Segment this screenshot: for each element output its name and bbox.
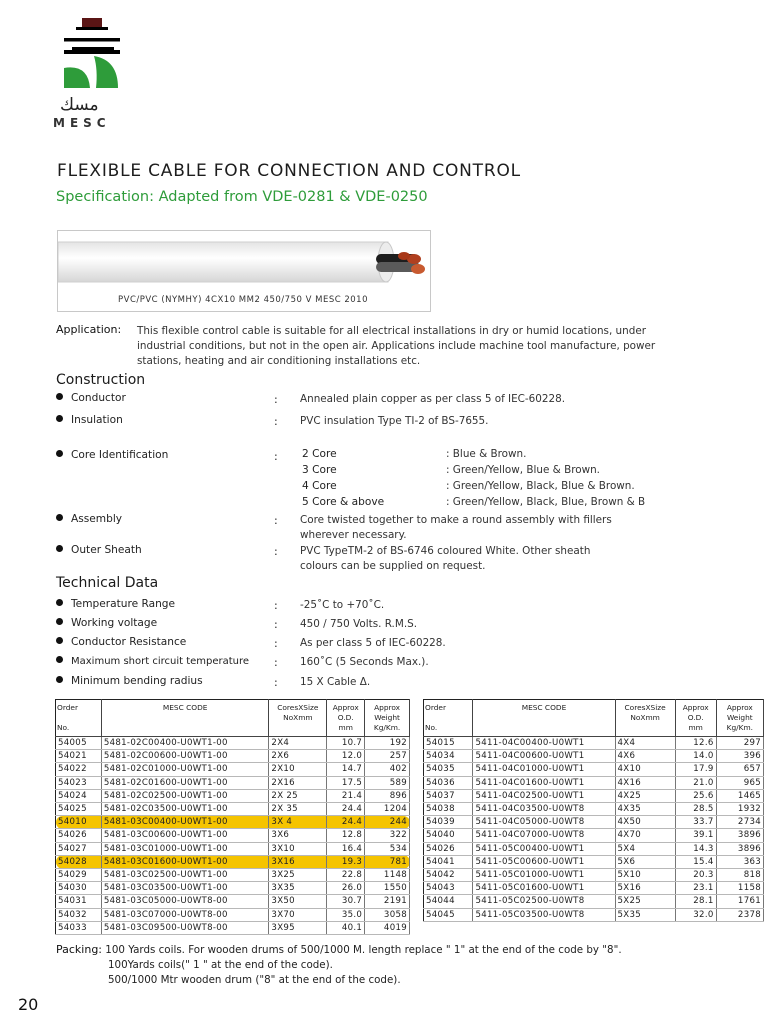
tech-item (56, 617, 157, 629)
od-cell: 40.1 (327, 921, 365, 934)
mesc-code-cell: 5411-04C01600-U0WT1 (473, 776, 615, 789)
od-cell: 12.0 (327, 750, 365, 763)
insulation-row (56, 414, 123, 426)
application-text: This flexible control cable is suitable for all electrical installations in dry or humid locations, under industrial conditions, but not in the open air. Applications include machine tool manufacture, power stations, heating and air conditioning installations etc. (137, 325, 656, 367)
tech-item-value: 450 / 750 Volts. R.M.S. (300, 618, 418, 630)
mesc-code-cell: 5411-04C07000-U0WT8 (473, 829, 615, 842)
weight-cell: 297 (716, 737, 763, 750)
table-row (56, 842, 410, 855)
cores-size-cell: 4X25 (615, 789, 675, 802)
weight-cell: 192 (365, 737, 410, 750)
bullet-icon (56, 618, 63, 625)
bullet-icon (56, 415, 63, 422)
od-cell: 10.7 (327, 737, 365, 750)
mesc-code-cell: 5481-03C05000-U0WT8-00 (101, 895, 269, 908)
col-od-header: Approx O.D. mm (675, 700, 716, 737)
weight-cell: 1204 (365, 803, 410, 816)
weight-cell: 396 (716, 750, 763, 763)
cores-size-cell: 4X6 (615, 750, 675, 763)
mesc-code-cell: 5481-03C01600-U0WT1-00 (101, 855, 269, 868)
cores-size-cell: 3X50 (269, 895, 327, 908)
order-no-cell: 54044 (424, 895, 473, 908)
col-mesc-code-header: MESC CODE (101, 700, 269, 737)
cores-size-cell: 5X16 (615, 882, 675, 895)
col-weight-header: Approx Weight Kg/Km. (365, 700, 410, 737)
mesc-code-cell: 5481-02C01000-U0WT1-00 (101, 763, 269, 776)
od-cell: 17.9 (675, 763, 716, 776)
order-no-cell: 54040 (424, 829, 473, 842)
weight-cell: 3896 (716, 842, 763, 855)
cores-size-cell: 4X50 (615, 816, 675, 829)
cores-size-cell: 4X16 (615, 776, 675, 789)
outer-sheath-value: PVC TypeTM-2 of BS-6746 coloured White. Other sheath colours can be supplied on request. (300, 545, 591, 572)
od-cell: 26.0 (327, 882, 365, 895)
assembly-row (56, 513, 122, 525)
table-row (56, 737, 410, 750)
table-row (424, 789, 764, 802)
table-row (424, 763, 764, 776)
colon: : (274, 450, 278, 463)
mesc-code-cell: 5481-02C00400-U0WT1-00 (101, 737, 269, 750)
colon: : (274, 656, 278, 669)
order-no-cell: 54029 (56, 869, 102, 882)
order-no-cell: 54038 (424, 803, 473, 816)
conductor-row (56, 392, 126, 404)
tech-item-label: Working voltage (71, 617, 158, 629)
cores-size-cell: 2X6 (269, 750, 327, 763)
cores-size-cell: 5X6 (615, 855, 675, 868)
weight-cell: 818 (716, 869, 763, 882)
weight-cell: 1761 (716, 895, 763, 908)
order-no-cell: 54033 (56, 921, 102, 934)
table-body (424, 737, 764, 922)
core-count: 4 Core (302, 480, 337, 492)
order-no-cell: 54027 (56, 842, 102, 855)
mesc-code-cell: 5481-03C01000-U0WT1-00 (101, 842, 269, 855)
mesc-code-cell: 5411-04C02500-U0WT1 (473, 789, 615, 802)
colon: : (274, 415, 278, 428)
od-cell: 19.3 (327, 855, 365, 868)
table-row (424, 803, 764, 816)
cores-size-cell: 2X4 (269, 737, 327, 750)
bullet-icon (56, 450, 63, 457)
table-row (56, 750, 410, 763)
table-row (56, 895, 410, 908)
bullet-icon (56, 393, 63, 400)
table-row (424, 869, 764, 882)
od-cell: 17.5 (327, 776, 365, 789)
cores-size-cell: 5X35 (615, 908, 675, 921)
order-no-cell: 54032 (56, 908, 102, 921)
core-count: 3 Core (302, 464, 337, 476)
weight-cell: 257 (365, 750, 410, 763)
cable-table-right (423, 699, 764, 922)
weight-cell: 657 (716, 763, 763, 776)
weight-cell: 2378 (716, 908, 763, 921)
table-row (424, 816, 764, 829)
packing-line: 100 Yards coils. For wooden drums of 500/1000 M. length replace " 1" at the end of the code by "8". (105, 944, 622, 956)
od-cell: 33.7 (675, 816, 716, 829)
od-cell: 14.7 (327, 763, 365, 776)
cable-illustration (58, 232, 428, 292)
order-no-cell: 54042 (424, 869, 473, 882)
tech-item-label: Maximum short circuit temperature (71, 656, 250, 667)
od-cell: 24.4 (327, 803, 365, 816)
od-cell: 21.4 (327, 789, 365, 802)
tech-item (56, 675, 203, 687)
col-order-header: Order No. (424, 700, 473, 737)
bullet-icon (56, 676, 63, 683)
order-no-cell: 54023 (56, 776, 102, 789)
cores-size-cell: 3X95 (269, 921, 327, 934)
tech-item (56, 598, 175, 610)
colon: : (274, 618, 278, 631)
table-header-row (56, 700, 410, 737)
conductor-label: Conductor (71, 392, 126, 404)
bullet-icon (56, 637, 63, 644)
order-no-cell: 54037 (424, 789, 473, 802)
table-row (56, 763, 410, 776)
order-no-cell: 54024 (56, 789, 102, 802)
mesc-code-cell: 5481-02C01600-U0WT1-00 (101, 776, 269, 789)
cores-size-cell: 4X35 (615, 803, 675, 816)
col-weight-header: Approx Weight Kg/Km. (716, 700, 763, 737)
mesc-code-cell: 5411-04C00600-U0WT1 (473, 750, 615, 763)
cores-size-cell: 3X10 (269, 842, 327, 855)
cores-size-cell: 2X16 (269, 776, 327, 789)
mesc-code-cell: 5411-05C01000-U0WT1 (473, 869, 615, 882)
colon: : (274, 637, 278, 650)
table-body (56, 737, 410, 935)
od-cell: 28.5 (675, 803, 716, 816)
col-order-header: Order No. (56, 700, 102, 737)
mesc-code-cell: 5411-04C03500-U0WT8 (473, 803, 615, 816)
cores-size-cell: 3X25 (269, 869, 327, 882)
tech-item-value: 15 X Cable Δ. (300, 676, 371, 688)
tech-item-value: -25˚C to +70˚C. (300, 599, 385, 611)
mesc-code-cell: 5411-05C00400-U0WT1 (473, 842, 615, 855)
order-no-cell: 54031 (56, 895, 102, 908)
weight-cell: 1550 (365, 882, 410, 895)
mesc-code-cell: 5481-03C03500-U0WT1-00 (101, 882, 269, 895)
cores-size-cell: 5X4 (615, 842, 675, 855)
core-colours: : Green/Yellow, Blue & Brown. (446, 464, 600, 476)
order-no-cell: 54035 (424, 763, 473, 776)
mesc-code-cell: 5411-05C00600-U0WT1 (473, 855, 615, 868)
order-no-cell: 54041 (424, 855, 473, 868)
mesc-code-cell: 5411-04C05000-U0WT8 (473, 816, 615, 829)
cores-size-cell: 5X25 (615, 895, 675, 908)
weight-cell: 534 (365, 842, 410, 855)
od-cell: 30.7 (327, 895, 365, 908)
mesc-code-cell: 5411-04C00400-U0WT1 (473, 737, 615, 750)
weight-cell: 363 (716, 855, 763, 868)
col-size-header: CoresXSize NoXmm (615, 700, 675, 737)
mesc-code-cell: 5481-03C00400-U0WT1-00 (101, 816, 269, 829)
tech-item (56, 636, 186, 648)
order-no-cell: 54022 (56, 763, 102, 776)
bullet-icon (56, 599, 63, 606)
assembly-label: Assembly (71, 513, 123, 525)
table-row (424, 737, 764, 750)
od-cell: 20.3 (675, 869, 716, 882)
od-cell: 14.0 (675, 750, 716, 763)
weight-cell: 781 (365, 855, 410, 868)
od-cell: 22.8 (327, 869, 365, 882)
mesc-code-cell: 5481-03C07000-U0WT8-00 (101, 908, 269, 921)
od-cell: 24.4 (327, 816, 365, 829)
mesc-code-cell: 5481-03C09500-U0WT8-00 (101, 921, 269, 934)
bullet-icon (56, 545, 63, 552)
mesc-code-cell: 5411-04C01000-U0WT1 (473, 763, 615, 776)
order-no-cell: 54043 (424, 882, 473, 895)
weight-cell: 1158 (716, 882, 763, 895)
cores-size-cell: 3X35 (269, 882, 327, 895)
weight-cell: 589 (365, 776, 410, 789)
colon: : (274, 676, 278, 689)
application-label: Application: (56, 323, 122, 336)
weight-cell: 1148 (365, 869, 410, 882)
table-row (56, 776, 410, 789)
page-title: FLEXIBLE CABLE FOR CONNECTION AND CONTROL (57, 161, 521, 181)
logo-arabic-text: مسك (60, 95, 99, 115)
weight-cell: 896 (365, 789, 410, 802)
logo-english-text: MESC (53, 116, 111, 130)
col-mesc-code-header: MESC CODE (473, 700, 615, 737)
weight-cell: 965 (716, 776, 763, 789)
bullet-icon (56, 656, 63, 663)
weight-cell: 4019 (365, 921, 410, 934)
weight-cell: 244 (365, 816, 410, 829)
cable-marking-caption: PVC/PVC (NYMHY) 4CX10 MM2 450/750 V MESC 2010 (118, 295, 368, 305)
packing-note (56, 942, 622, 988)
weight-cell: 402 (365, 763, 410, 776)
weight-cell: 1465 (716, 789, 763, 802)
cores-size-cell: 5X10 (615, 869, 675, 882)
order-no-cell: 54026 (56, 829, 102, 842)
mesc-code-cell: 5411-05C03500-U0WT8 (473, 908, 615, 921)
table-row (56, 855, 410, 868)
weight-cell: 3896 (716, 829, 763, 842)
order-no-cell: 54034 (424, 750, 473, 763)
insulation-value: PVC insulation Type TI-2 of BS-7655. (300, 415, 489, 427)
cores-size-cell: 2X10 (269, 763, 327, 776)
order-no-cell: 54010 (56, 816, 102, 829)
order-no-cell: 54026 (424, 842, 473, 855)
table-row (424, 842, 764, 855)
tech-item-label: Temperature Range (71, 598, 176, 610)
colon: : (274, 393, 278, 406)
table-row (424, 776, 764, 789)
colon: : (274, 599, 278, 612)
od-cell: 28.1 (675, 895, 716, 908)
core-colours: : Green/Yellow, Black, Blue, Brown & B (446, 496, 646, 508)
weight-cell: 3058 (365, 908, 410, 921)
table-row (56, 869, 410, 882)
packing-line: 100Yards coils(" 1 " at the end of the code). (108, 959, 333, 971)
order-no-cell: 54015 (424, 737, 473, 750)
outer-sheath-label: Outer Sheath (71, 544, 142, 556)
table-row (56, 921, 410, 934)
bullet-icon (56, 514, 63, 521)
mesc-code-cell: 5481-03C02500-U0WT1-00 (101, 869, 269, 882)
od-cell: 39.1 (675, 829, 716, 842)
table-row (56, 789, 410, 802)
order-no-cell: 54030 (56, 882, 102, 895)
insulation-label: Insulation (71, 414, 123, 426)
table-row (56, 829, 410, 842)
cores-size-cell: 3X70 (269, 908, 327, 921)
colon: : (274, 514, 278, 527)
od-cell: 14.3 (675, 842, 716, 855)
cores-size-cell: 2X 25 (269, 789, 327, 802)
order-no-cell: 54045 (424, 908, 473, 921)
table-row (56, 908, 410, 921)
cores-size-cell: 3X6 (269, 829, 327, 842)
packing-line: 500/1000 Mtr wooden drum ("8" at the end of the code). (108, 974, 401, 986)
tech-item-label: Conductor Resistance (71, 636, 187, 648)
conductor-value: Annealed plain copper as per class 5 of IEC-60228. (300, 393, 566, 405)
weight-cell: 1932 (716, 803, 763, 816)
table-row (424, 855, 764, 868)
mesc-code-cell: 5481-03C00600-U0WT1-00 (101, 829, 269, 842)
col-od-header: Approx O.D. mm (327, 700, 365, 737)
weight-cell: 2191 (365, 895, 410, 908)
cable-table-left (55, 699, 410, 935)
cores-size-cell: 4X70 (615, 829, 675, 842)
mesc-code-cell: 5411-05C02500-U0WT8 (473, 895, 615, 908)
table-row (56, 803, 410, 816)
od-cell: 25.6 (675, 789, 716, 802)
construction-heading: Construction (56, 372, 146, 388)
order-no-cell: 54039 (424, 816, 473, 829)
table-header-row (424, 700, 764, 737)
table-row (424, 750, 764, 763)
core-identification-label: Core Identification (71, 449, 169, 461)
cores-size-cell: 3X 4 (269, 816, 327, 829)
core-colours: : Green/Yellow, Black, Blue & Brown. (446, 480, 635, 492)
table-row (424, 895, 764, 908)
od-cell: 15.4 (675, 855, 716, 868)
cores-size-cell: 4X4 (615, 737, 675, 750)
weight-cell: 2734 (716, 816, 763, 829)
core-count: 2 Core (302, 448, 337, 460)
order-no-cell: 54005 (56, 737, 102, 750)
weight-cell: 322 (365, 829, 410, 842)
cores-size-cell: 2X 35 (269, 803, 327, 816)
outer-sheath-row (56, 544, 142, 556)
page-subtitle: Specification: Adapted from VDE-0281 & VDE-0250 (56, 189, 428, 205)
od-cell: 21.0 (675, 776, 716, 789)
table-row (424, 882, 764, 895)
technical-data-heading: Technical Data (56, 575, 159, 591)
packing-label: Packing: (56, 943, 103, 956)
od-cell: 12.8 (327, 829, 365, 842)
cores-size-cell: 4X10 (615, 763, 675, 776)
od-cell: 16.4 (327, 842, 365, 855)
order-no-cell: 54028 (56, 855, 102, 868)
table-row (424, 829, 764, 842)
order-no-cell: 54021 (56, 750, 102, 763)
page-number: 20 (18, 995, 39, 1014)
tech-item (56, 656, 249, 667)
table-row (56, 816, 410, 829)
od-cell: 12.6 (675, 737, 716, 750)
order-no-cell: 54036 (424, 776, 473, 789)
cores-size-cell: 3X16 (269, 855, 327, 868)
order-no-cell: 54025 (56, 803, 102, 816)
table-row (424, 908, 764, 921)
od-cell: 32.0 (675, 908, 716, 921)
core-colours: : Blue & Brown. (446, 448, 527, 460)
mesc-code-cell: 5481-02C03500-U0WT1-00 (101, 803, 269, 816)
tech-item-label: Minimum bending radius (71, 675, 203, 687)
core-count: 5 Core & above (302, 496, 385, 508)
colon: : (274, 545, 278, 558)
mesc-code-cell: 5481-02C02500-U0WT1-00 (101, 789, 269, 802)
od-cell: 35.0 (327, 908, 365, 921)
mesc-code-cell: 5481-02C00600-U0WT1-00 (101, 750, 269, 763)
tech-item-value: As per class 5 of IEC-60228. (300, 637, 446, 649)
assembly-value: Core twisted together to make a round assembly with fillers wherever necessary. (300, 514, 612, 541)
core-identification-row (56, 449, 168, 461)
tech-item-value: 160˚C (5 Seconds Max.). (300, 656, 429, 668)
od-cell: 23.1 (675, 882, 716, 895)
mesc-code-cell: 5411-05C01600-U0WT1 (473, 882, 615, 895)
table-row (56, 882, 410, 895)
col-size-header: CoresXSize NoXmm (269, 700, 327, 737)
